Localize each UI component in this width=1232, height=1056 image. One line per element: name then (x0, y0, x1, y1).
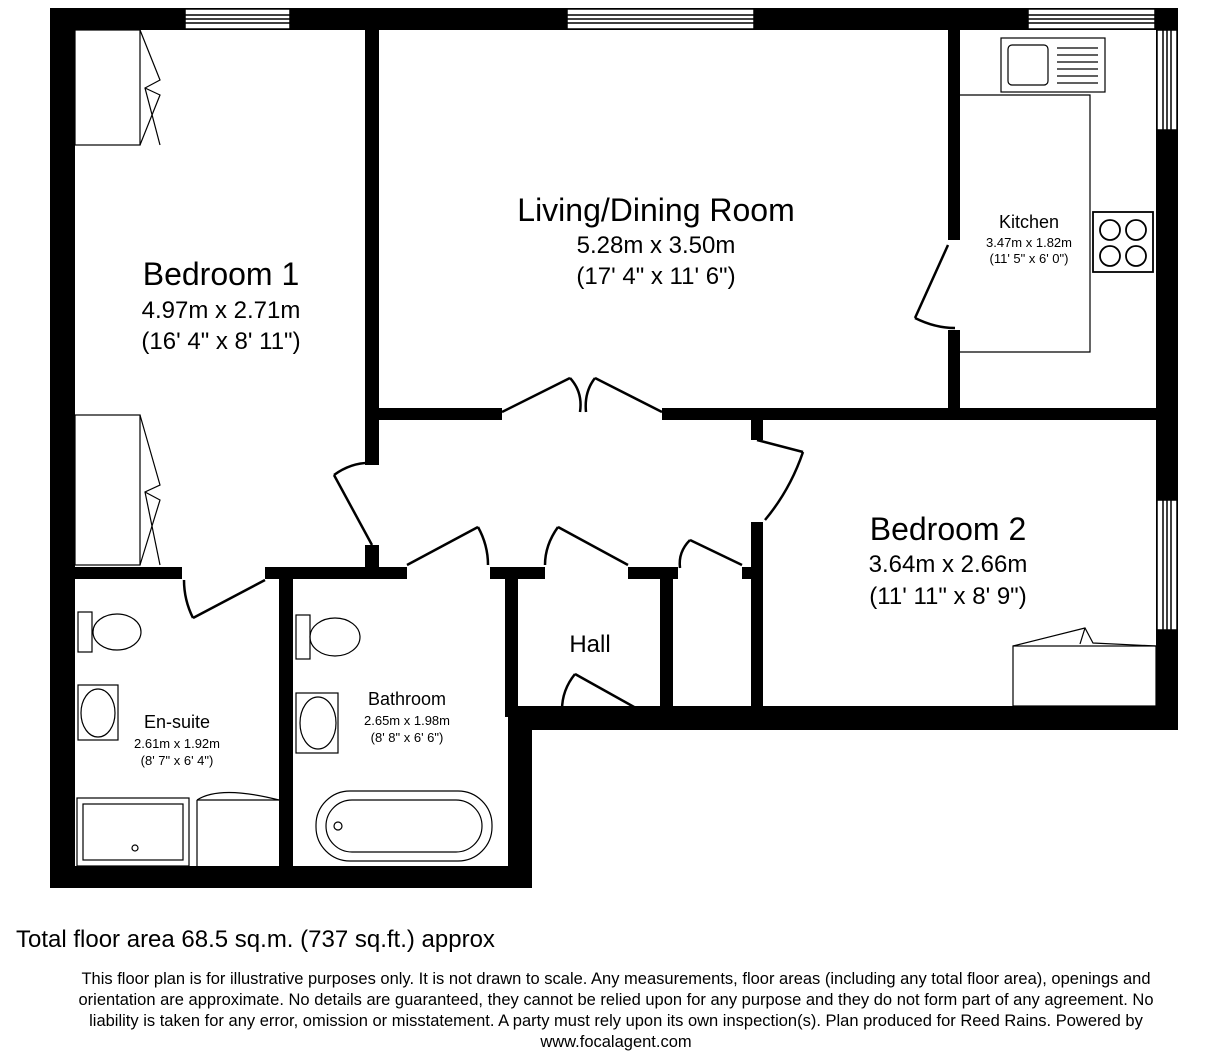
room-imperial-kitchen: (11' 5" x 6' 0") (989, 251, 1069, 266)
room-name-ensuite: En-suite (143, 712, 211, 732)
window-kitchen-side (1157, 30, 1177, 130)
windows (185, 9, 1177, 630)
disclaimer-line-4: www.focalagent.com (540, 1033, 692, 1051)
kitchen-sink (1001, 38, 1105, 92)
room-imperial-bedroom1: (16' 4" x 8' 11") (141, 328, 301, 355)
door-bedroom2 (757, 440, 803, 520)
room-name-hall: Hall (569, 631, 611, 658)
room-imperial-bathroom: (8' 8" x 6' 6") (370, 730, 444, 745)
bathroom-basin (296, 693, 338, 753)
bathroom-bath (316, 791, 492, 861)
room-name-living: Living/Dining Room (517, 192, 795, 228)
room-imperial-living: (17' 4" x 11' 6") (576, 263, 736, 290)
window-bedroom1 (185, 9, 290, 29)
kitchen-hob (1093, 212, 1153, 272)
door-ensuite (184, 580, 265, 618)
door-cupboard-1 (545, 527, 628, 565)
ensuite-shower-door (197, 793, 279, 867)
disclaimer-line-3: liability is taken for any error, omission or misstatement. A party must rely upon its own inspection(s). Plan produced for Reed Rains. Powered by (89, 1012, 1143, 1030)
total-floor-area: Total floor area 68.5 sq.m. (737 sq.ft.) approx (16, 926, 495, 953)
door-cupboard-2 (680, 540, 742, 568)
ensuite-shower (77, 798, 189, 866)
ensuite-basin (78, 685, 118, 740)
disclaimer-line-1: This floor plan is for illustrative purposes only. It is not drawn to scale. Any measurements, floor areas (including any total floor area), openings and (81, 970, 1151, 988)
room-size-bedroom1: 4.97m x 2.71m (141, 297, 301, 324)
window-living (567, 9, 754, 29)
room-size-kitchen: 3.47m x 1.82m (986, 235, 1072, 250)
room-name-bedroom1: Bedroom 1 (142, 256, 300, 292)
room-labels (134, 192, 1072, 768)
room-size-bedroom2: 3.64m x 2.66m (868, 551, 1028, 578)
fixtures (75, 30, 1156, 866)
door-bedroom1 (334, 463, 372, 545)
wardrobe-bedroom1-bottom (75, 415, 160, 565)
room-size-bathroom: 2.65m x 1.98m (364, 713, 450, 728)
room-name-bathroom: Bathroom (367, 689, 447, 709)
window-kitchen-top (1028, 9, 1155, 29)
room-size-living: 5.28m x 3.50m (576, 232, 736, 259)
wardrobe-bedroom1-top (75, 30, 160, 145)
door-living-double (502, 378, 662, 412)
bathroom-toilet (296, 615, 360, 659)
wardrobe-bedroom2 (1013, 628, 1156, 706)
window-bedroom2 (1157, 500, 1177, 630)
room-imperial-ensuite: (8' 7" x 6' 4") (140, 753, 214, 768)
door-kitchen (915, 245, 955, 328)
disclaimer (0, 969, 1232, 1053)
room-name-bedroom2: Bedroom 2 (869, 511, 1027, 547)
interior-walls (75, 30, 1178, 867)
door-bathroom (407, 527, 488, 565)
room-size-ensuite: 2.61m x 1.92m (134, 736, 220, 751)
room-name-kitchen: Kitchen (998, 212, 1060, 232)
disclaimer-line-2: orientation are approximate. No details are guaranteed, they cannot be relied upon for any purpose and they do not form part of any agreement. No (78, 991, 1154, 1009)
room-imperial-bedroom2: (11' 11" x 8' 9") (869, 583, 1027, 610)
outer-walls (50, 8, 1178, 888)
ensuite-toilet (78, 612, 141, 652)
